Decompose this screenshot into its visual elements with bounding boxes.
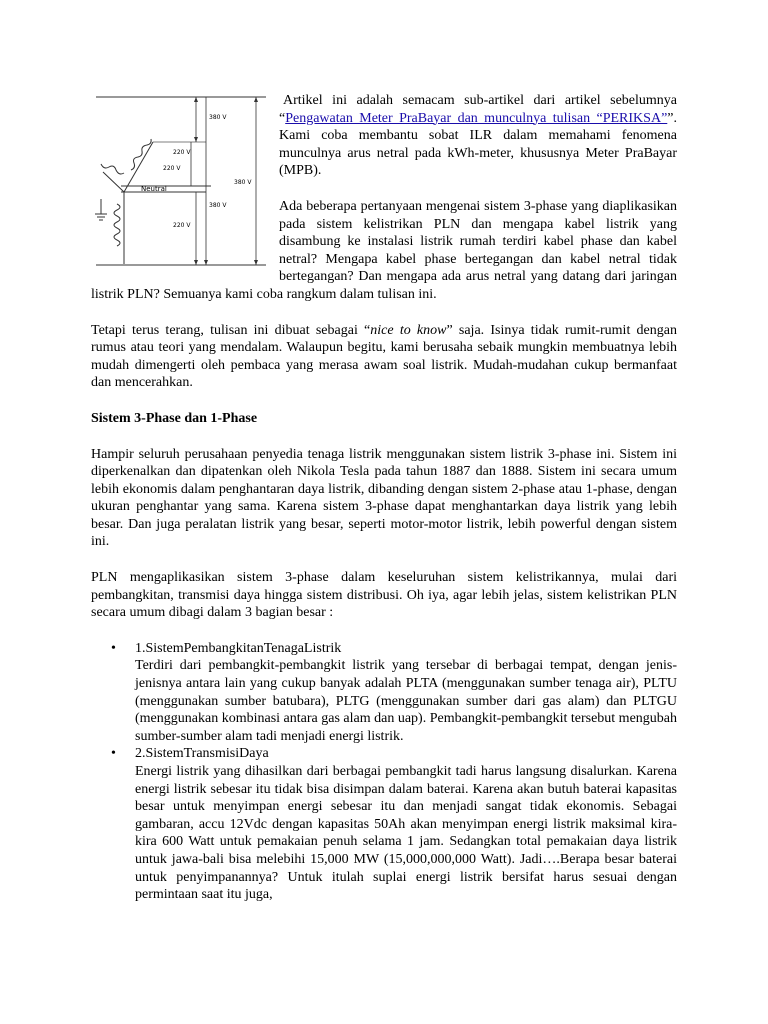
disclaimer-before: Tetapi terus terang, tulisan ini dibuat sebagai “ (91, 322, 371, 338)
label-380v-right: 380 V (234, 179, 252, 186)
disclaimer-paragraph (91, 322, 677, 392)
list-item-title: 1.SistemPembangkitanTenagaListrik (135, 640, 342, 656)
label-380v-top: 380 V (209, 114, 227, 121)
label-220v-b: 220 V (163, 165, 181, 172)
article-page (91, 92, 677, 904)
pln-paragraph: PLN mengaplikasikan sistem 3-phase dalam keseluruhan sistem kelistrikannya, mulai dari pembangkitan, transmisi daya hingga sistem distribusi. Oh iya, agar lebih jelas, sistem kelistrikan PLN secara umum dibagi dalam 3 bagian besar : (91, 570, 677, 621)
intro-rest: ”. Kami coba membantu sobat ILR dalam memahami fenomena munculnya arus netral pada kWh-meter, khususnya Meter PraBayar (MPB). (279, 110, 677, 179)
list-item-body: Terdiri dari pembangkit-pembangkit listrik yang tersebar di berbagai tempat, dengan jenis-jenisnya antara lain yang cukup banyak adalah PLTA (menggunakan sumber tenaga air), PLTU (menggunakan sumber batubara), PLTG (menggunakan sumber dari gas alam) dan PLTGU (menggunakan kombinasi antara gas alam dan uap). Pembangkit-pembangkit tersebut mengubah sumber-sumber alam tadi menjadi energi listrik. (135, 658, 677, 744)
list-item-title: 2.SistemTransmisiDaya (135, 746, 269, 762)
wye-diagram-svg (91, 94, 269, 272)
section-heading: Sistem 3-Phase dan 1-Phase (91, 410, 258, 426)
intro-text: Artikel ini adalah semacam sub-artikel dari artikel sebelumnya “ (279, 93, 677, 126)
list-item (91, 745, 677, 903)
list-item-body: Energi listrik yang dihasilkan dari berbagai pembangkit tadi harus langsung disalurkan. Karena energi listrik sebesar itu tidak bisa disimpan dalam baterai. Karena akan butuh baterai kapasitas besar untuk menyimpan energi sebesar itu dan menjadi sangat tidak ekonomis. Sebagai gambaran, accu 12Vdc dengan kapasitas 50Ah akan menyimpan energi listrik maksimal kira-kira 600 Watt untuk pemakaian penuh selama 1 jam. Sedangkan total pemakaian daya listrik untuk jawa-bali bisa melebihi 15,000 MW (15,000,000,000 Watt). Jadi….Berapa besar baterai untuk penyimpanannya? Untuk itulah suplai energi listrik bersifat harus sesuai dengan permintaan saat itu juga, (135, 764, 677, 903)
list-item (91, 640, 677, 746)
bullet-icon: • (111, 640, 116, 656)
label-380v-mid: 380 V (209, 202, 227, 209)
disclaimer-italic: nice to know (370, 322, 447, 338)
pln-systems-list (91, 640, 677, 904)
previous-article-link[interactable]: Pengawatan Meter PraBayar dan munculnya tulisan “PERIKSA” (285, 110, 668, 126)
bullet-icon: • (111, 746, 116, 762)
label-220v-a: 220 V (173, 149, 191, 156)
three-phase-wye-voltage-diagram (91, 94, 269, 272)
tesla-paragraph: Hampir seluruh perusahaan penyedia tenaga listrik menggunakan sistem listrik 3-phase ini. Sistem ini diperkenalkan dan dipatenkan oleh Nikola Tesla pada tahun 1887 dan 1888. Sistem ini secara umum lebih ekonomis dalam penghantaran daya listrik, dibanding dengan sistem 2-phase atau 1-phase, dengan ukuran penghantar yang sama. Karena sistem 3-phase dapat menghantarkan daya listrik yang lebih besar. Dan juga peralatan listrik yang besar, seperti motor-motor listrik, lebih powerful dengan sistem ini. (91, 446, 677, 550)
label-neutral: Neutral (141, 185, 167, 193)
questions-paragraph: Ada beberapa pertanyaan mengenai sistem 3-phase yang diaplikasikan pada sistem kelistrikan PLN dan mengapa kabel listrik yang disambung ke instalasi listrik rumah terdiri kabel phase dan kabel netral? Mengapa kabel phase bertegangan dan kabel netral tidak bertegangan? Dan mengapa ada arus netral yang datang dari jaringan listrik PLN? Semuanya kami coba rangkum dalam tulisan ini. (91, 198, 677, 302)
label-220v-c: 220 V (173, 222, 191, 229)
disclaimer-after: ” saja. Isinya tidak rumit-rumit dengan rumus atau teori yang mendalam. Walaupun begitu, kami berusaha sebaik mungkin membuatnya lebih mudah dimengerti oleh pembaca yang merasa awam soal listrik. Mudah-mudahan cukup bermanfaat dan mencerahkan. (91, 322, 677, 391)
